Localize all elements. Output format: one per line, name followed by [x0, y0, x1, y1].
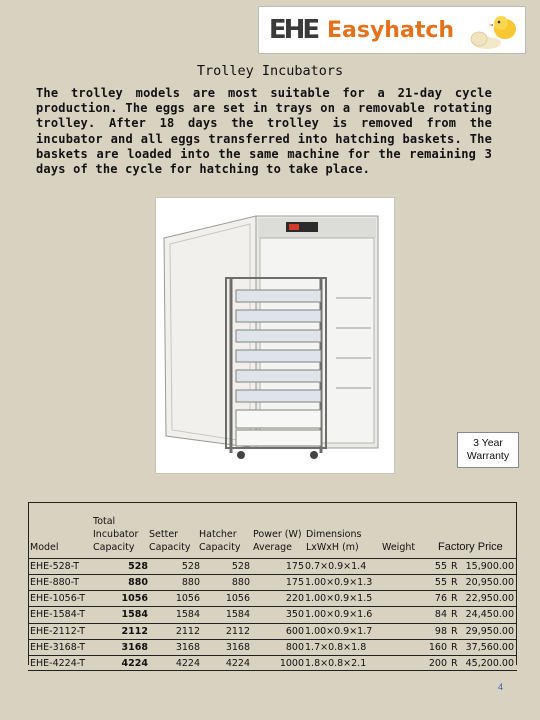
cell-setter: 1056 — [175, 593, 200, 604]
cell-cur: R — [451, 593, 458, 604]
cell-price: 22,950.00 — [465, 593, 514, 604]
cell-power: 600 — [285, 626, 304, 637]
cell-price: 20,950.00 — [465, 577, 514, 588]
cell-dims: 1.00×0.9×1.3 — [305, 577, 373, 588]
table-row — [28, 574, 517, 590]
trolley-incubator-photo — [155, 197, 395, 474]
warranty-line-1: 3 Year — [473, 437, 503, 449]
cell-model: EHE-528-T — [30, 561, 80, 572]
warranty-line-2: Warranty — [466, 450, 510, 462]
cell-weight: 55 — [434, 561, 447, 572]
header-setter-1: Setter — [149, 529, 179, 540]
cell-total: 2112 — [121, 626, 148, 637]
cell-weight: 84 — [434, 609, 447, 620]
warranty-badge — [457, 432, 519, 468]
header-dims-1: Dimensions — [306, 529, 362, 540]
cell-setter: 880 — [181, 577, 200, 588]
cell-power: 220 — [285, 593, 304, 604]
header-hatcher-1: Hatcher — [199, 529, 237, 540]
cell-hatcher: 528 — [231, 561, 250, 572]
table-row — [28, 558, 517, 574]
header-weight: Weight — [382, 542, 416, 553]
cell-hatcher: 1584 — [225, 609, 250, 620]
cell-cur: R — [451, 658, 458, 669]
cell-setter: 4224 — [175, 658, 200, 669]
header-setter-2: Capacity — [149, 542, 191, 553]
cell-weight: 55 — [434, 577, 447, 588]
cell-dims: 0.7×0.9×1.4 — [305, 561, 367, 572]
cell-total: 1584 — [121, 609, 148, 620]
cell-power: 175 — [285, 561, 304, 572]
header-model: Model — [30, 542, 59, 553]
cell-model: EHE-2112-T — [30, 626, 86, 637]
cell-cur: R — [451, 642, 458, 653]
page-number: 4 — [498, 682, 504, 692]
cell-power: 175 — [285, 577, 304, 588]
chick-egg-icon — [465, 11, 521, 51]
logo-mark: EHE — [268, 15, 318, 45]
header-power-1: Power (W) — [253, 529, 302, 540]
cell-model: EHE-3168-T — [30, 642, 86, 653]
header-total-1: Total — [93, 516, 116, 527]
header-total-3: Capacity — [93, 542, 135, 553]
cell-weight: 98 — [434, 626, 447, 637]
cell-hatcher: 4224 — [225, 658, 250, 669]
cell-total: 880 — [128, 577, 148, 588]
cell-price: 24,450.00 — [465, 609, 514, 620]
cell-dims: 1.00×0.9×1.6 — [305, 609, 373, 620]
cell-cur: R — [451, 577, 458, 588]
page-title: Trolley Incubators — [196, 63, 344, 79]
cell-setter: 528 — [181, 561, 200, 572]
header-dims-2: LxWxH (m) — [306, 542, 359, 553]
cell-price: 37,560.00 — [465, 642, 514, 653]
logo-brand-text: Easyhatch — [327, 17, 455, 43]
cell-power: 800 — [285, 642, 304, 653]
header-hatcher-2: Capacity — [199, 542, 241, 553]
cell-setter: 2112 — [175, 626, 200, 637]
cell-weight: 76 — [434, 593, 447, 604]
cell-hatcher: 3168 — [225, 642, 250, 653]
cell-model: EHE-4224-T — [30, 658, 86, 669]
cell-model: EHE-1056-T — [30, 593, 86, 604]
cell-cur: R — [451, 626, 458, 637]
cell-hatcher: 2112 — [225, 626, 250, 637]
cell-weight: 200 — [428, 658, 447, 669]
table-row — [28, 590, 517, 606]
table-row — [28, 639, 517, 655]
header-factory-price: Factory Price — [438, 541, 503, 553]
intro-paragraph: The trolley models are most suitable for a 21-day cycle production. The eggs are set in trays on a removable rotating trolley. After 18 days the trolley is removed from the incubator and all eggs transferred into hatching baskets. The baskets are loaded into the same machine for the remaining 3 days of the cycle for hatching to take place. — [36, 86, 492, 177]
cell-weight: 160 — [428, 642, 447, 653]
cell-price: 29,950.00 — [465, 626, 514, 637]
cell-dims: 1.00×0.9×1.7 — [305, 626, 373, 637]
cell-price: 45,200.00 — [465, 658, 514, 669]
cell-model: EHE-880-T — [30, 577, 80, 588]
cell-cur: R — [451, 561, 458, 572]
cell-price: 15,900.00 — [465, 561, 514, 572]
cell-power: 350 — [285, 609, 304, 620]
cell-hatcher: 1056 — [225, 593, 250, 604]
cell-hatcher: 880 — [231, 577, 250, 588]
cell-power: 1000 — [279, 658, 304, 669]
cell-dims: 1.7×0.8×1.8 — [305, 642, 367, 653]
cell-total: 4224 — [121, 658, 148, 669]
cell-cur: R — [451, 609, 458, 620]
table-row — [28, 606, 517, 622]
cell-dims: 1.00×0.9×1.5 — [305, 593, 373, 604]
cell-total: 1056 — [121, 593, 148, 604]
cell-setter: 3168 — [175, 642, 200, 653]
cell-total: 3168 — [121, 642, 148, 653]
header-power-2: Average — [253, 542, 293, 553]
cell-model: EHE-1584-T — [30, 609, 86, 620]
cell-total: 528 — [128, 561, 148, 572]
cell-setter: 1584 — [175, 609, 200, 620]
cell-dims: 1.8×0.8×2.1 — [305, 658, 367, 669]
easyhatch-logo — [258, 6, 526, 54]
header-total-2: Incubator — [93, 529, 139, 540]
table-row — [28, 655, 517, 671]
table-row — [28, 623, 517, 639]
